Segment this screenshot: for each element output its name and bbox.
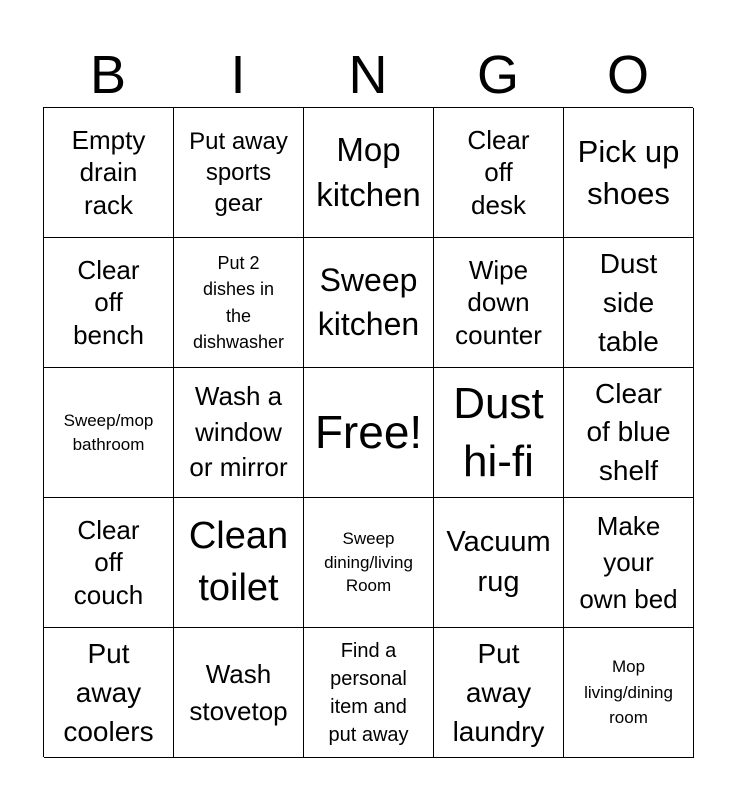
bingo-grid (43, 107, 693, 757)
bingo-cell[interactable]: Pick up shoes (564, 108, 694, 238)
bingo-cell[interactable]: Wash stovetop (174, 628, 304, 758)
bingo-cell[interactable]: Put away coolers (44, 628, 174, 758)
bingo-cell[interactable]: Vacuum rug (434, 498, 564, 628)
bingo-header (43, 42, 693, 108)
bingo-cell[interactable]: Find a personal item and put away (304, 628, 434, 758)
header-letter-o: O (606, 45, 649, 105)
bingo-cell[interactable]: Clean toilet (174, 498, 304, 628)
header-letter-i: I (230, 45, 246, 105)
bingo-cell[interactable]: Put away laundry (434, 628, 564, 758)
bingo-cell[interactable]: Clear off bench (44, 238, 174, 368)
bingo-cell[interactable]: Make your own bed (564, 498, 694, 628)
bingo-cell[interactable]: Sweep dining/living Room (304, 498, 434, 628)
bingo-cell[interactable]: Wash a window or mirror (174, 368, 304, 498)
bingo-cell[interactable]: Dust hi-fi (434, 368, 564, 498)
bingo-cell[interactable]: Wipe down counter (434, 238, 564, 368)
bingo-cell[interactable]: Dust side table (564, 238, 694, 368)
bingo-cell[interactable]: Put away sports gear (174, 108, 304, 238)
free-space-cell[interactable]: Free! (304, 368, 434, 498)
header-letter-n: N (348, 45, 388, 105)
bingo-cell[interactable]: Clear off desk (434, 108, 564, 238)
bingo-cell[interactable]: Sweep/mop bathroom (44, 368, 174, 498)
bingo-cell[interactable]: Mop kitchen (304, 108, 434, 238)
bingo-cell[interactable]: Sweep kitchen (304, 238, 434, 368)
bingo-cell[interactable]: Clear of blue shelf (564, 368, 694, 498)
bingo-cell[interactable]: Mop living/dining room (564, 628, 694, 758)
header-letter-g: G (476, 45, 519, 105)
bingo-cell[interactable]: Put 2 dishes in the dishwasher (174, 238, 304, 368)
bingo-cell[interactable]: Clear off couch (44, 498, 174, 628)
header-letter-b: B (89, 45, 127, 105)
bingo-cell[interactable]: Empty drain rack (44, 108, 174, 238)
